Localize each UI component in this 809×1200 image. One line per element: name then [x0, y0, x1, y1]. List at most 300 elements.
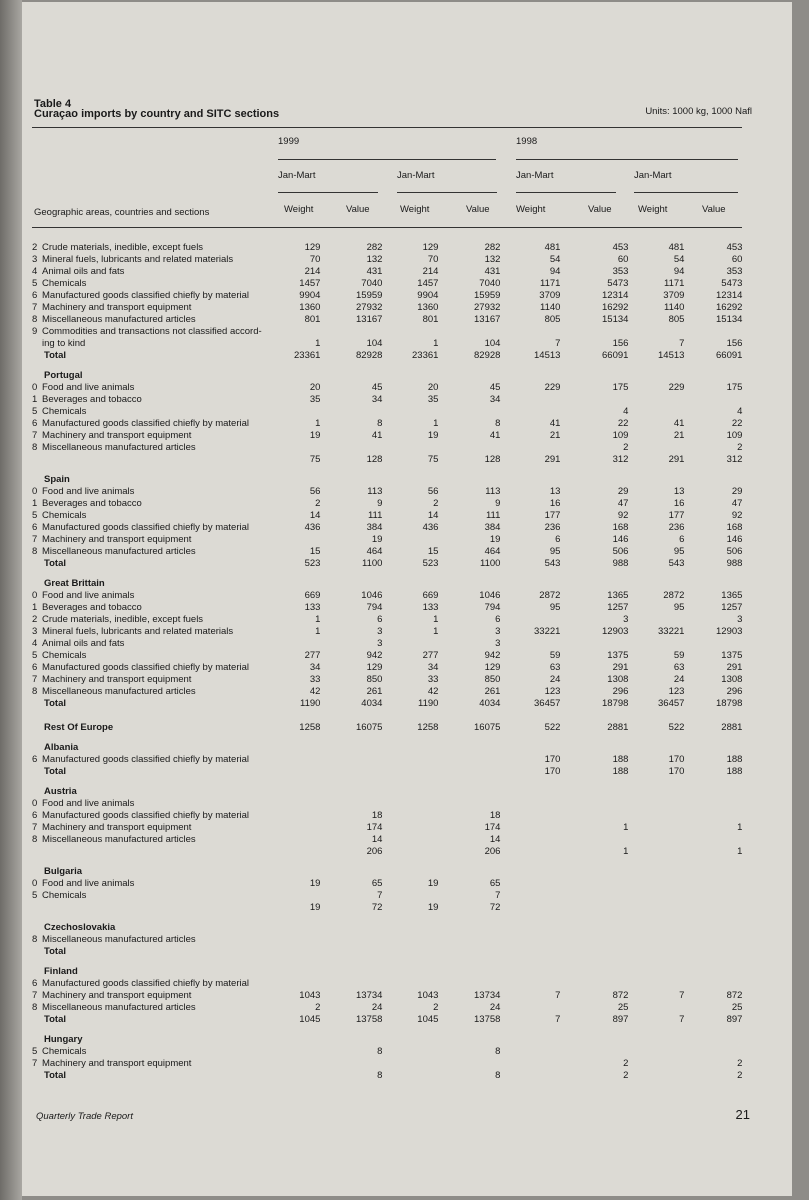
- table-row: [32, 242, 742, 254]
- value-cell: 18798: [602, 698, 629, 709]
- table-row: [32, 266, 742, 278]
- weight-cell: 2: [315, 498, 321, 509]
- weight-cell: [628, 958, 684, 978]
- weight-cell: [628, 1026, 684, 1046]
- row-label-cell: [32, 766, 294, 778]
- weight-cell: 70: [309, 254, 321, 265]
- value-cell: 3: [623, 614, 629, 625]
- weight-cell: [628, 1070, 684, 1082]
- weight-cell: 1: [315, 418, 321, 429]
- table-row: [32, 834, 742, 846]
- value-header-4: Value: [702, 204, 726, 215]
- table-row: [32, 406, 742, 418]
- value-cell: 3: [495, 638, 501, 649]
- value-cell: 1308: [721, 674, 743, 685]
- value-cell: [684, 946, 742, 958]
- row-label-cell: [32, 602, 294, 614]
- value-cell: 794: [366, 602, 383, 613]
- value-cell: 29: [617, 486, 629, 497]
- sitc-code: 0: [32, 798, 38, 809]
- country-heading-row: [32, 362, 742, 382]
- weight-cell: 277: [304, 650, 321, 661]
- weight-cell: 94: [549, 266, 561, 277]
- weight-cell: 70: [427, 254, 439, 265]
- weight-cell: 7: [555, 990, 561, 1001]
- weight-cell: [294, 1058, 320, 1070]
- weight-cell: 291: [668, 454, 685, 465]
- value-cell: 12314: [602, 290, 629, 301]
- section-label: Manufactured goods classified chiefly by material: [42, 978, 249, 989]
- row-label-cell: [32, 958, 294, 978]
- section-label: Miscellaneous manufactured articles: [42, 834, 196, 845]
- row-label-cell: [32, 1026, 294, 1046]
- weight-cell: [628, 570, 684, 590]
- weight-cell: [628, 810, 684, 822]
- value-cell: 168: [726, 522, 743, 533]
- weight-cell: 1190: [417, 698, 439, 709]
- section-label: Miscellaneous manufactured articles: [42, 546, 196, 557]
- value-cell: 104: [484, 338, 501, 349]
- weight-cell: [382, 1058, 438, 1070]
- value-cell: 66091: [716, 350, 743, 361]
- value-cell: 188: [612, 754, 629, 765]
- total-row: [32, 1070, 742, 1082]
- weight-cell: [628, 822, 684, 834]
- value-cell: 25: [731, 1002, 743, 1013]
- value-cell: 5473: [721, 278, 743, 289]
- row-label-cell: [32, 242, 294, 254]
- section-label: Beverages and tobacco: [42, 602, 142, 613]
- sitc-code: 8: [32, 546, 38, 557]
- weight-cell: 95: [673, 546, 685, 557]
- value-cell: 15959: [356, 290, 383, 301]
- geographic-areas-label: Geographic areas, countries and sections: [34, 207, 210, 218]
- value-cell: 4034: [361, 698, 383, 709]
- value-cell: 128: [366, 454, 383, 465]
- value-cell: 6: [495, 614, 501, 625]
- value-cell: 24: [489, 1002, 501, 1013]
- value-cell: 27932: [474, 302, 501, 313]
- value-cell: 1100: [479, 558, 501, 569]
- sitc-code: 0: [32, 590, 38, 601]
- row-label-cell: [32, 626, 294, 638]
- value-cell: 111: [367, 510, 383, 521]
- value-cell: 3: [377, 626, 383, 637]
- weight-cell: [500, 1002, 560, 1014]
- section-label: Food and live animals: [42, 878, 135, 889]
- total-label: [32, 846, 44, 857]
- value-cell: [560, 958, 628, 978]
- weight-cell: [294, 798, 320, 810]
- value-cell: 4: [623, 406, 629, 417]
- table-row: [32, 338, 742, 350]
- section-label: Chemicals: [42, 890, 87, 901]
- row-label-cell: [32, 614, 294, 626]
- weight-cell: [500, 958, 560, 978]
- value-cell: [438, 326, 500, 338]
- value-cell: [684, 638, 742, 650]
- value-cell: 65: [371, 878, 383, 889]
- value-cell: 132: [484, 254, 501, 265]
- weight-cell: [294, 754, 320, 766]
- value-cell: 8: [495, 1070, 501, 1081]
- value-cell: 942: [484, 650, 501, 661]
- country-heading-row: [32, 858, 742, 878]
- weight-cell: [500, 406, 560, 418]
- value-cell: 506: [612, 546, 629, 557]
- region-name: Rest Of Europe: [44, 722, 114, 733]
- weight-cell: [628, 914, 684, 934]
- weight-cell: 14513: [534, 350, 561, 361]
- weight-cell: 36457: [658, 698, 685, 709]
- weight-cell: [294, 638, 320, 650]
- weight-cell: [294, 570, 320, 590]
- value-cell: [320, 798, 382, 810]
- value-cell: 111: [485, 510, 501, 521]
- row-label-cell: [32, 638, 294, 650]
- section-label: Miscellaneous manufactured articles: [42, 686, 196, 697]
- weight-cell: [628, 902, 684, 914]
- table-row: [32, 1046, 742, 1058]
- value-cell: 113: [485, 486, 501, 497]
- sitc-code: 0: [32, 878, 38, 889]
- weight-cell: [294, 890, 320, 902]
- weight-cell: [628, 406, 684, 418]
- value-cell: 384: [366, 522, 383, 533]
- sitc-code: 8: [32, 1002, 38, 1013]
- value-cell: 13734: [474, 990, 501, 1001]
- value-cell: 60: [617, 254, 629, 265]
- total-row: [32, 698, 742, 710]
- year-1998-header: 1998: [516, 136, 538, 147]
- value-cell: [560, 394, 628, 406]
- value-cell: 14: [489, 834, 501, 845]
- weight-cell: 2: [315, 1002, 321, 1013]
- sitc-code: 8: [32, 314, 38, 325]
- weight-cell: 2: [433, 498, 439, 509]
- weight-cell: [382, 846, 438, 858]
- weight-cell: 19: [309, 430, 321, 441]
- value-cell: 24: [371, 1002, 383, 1013]
- weight-cell: [294, 934, 320, 946]
- value-cell: 72: [371, 902, 383, 913]
- country-heading-row: [32, 466, 742, 486]
- weight-cell: [382, 406, 438, 418]
- value-cell: 261: [484, 686, 501, 697]
- row-label-cell: [32, 350, 294, 362]
- value-cell: 65: [489, 878, 501, 889]
- weight-cell: 522: [544, 722, 561, 733]
- weight-cell: 33: [427, 674, 439, 685]
- table-row: [32, 878, 742, 890]
- weight-cell: 7: [679, 338, 685, 349]
- value-cell: 13758: [356, 1014, 383, 1025]
- value-cell: 168: [612, 522, 629, 533]
- value-cell: 109: [726, 430, 743, 441]
- value-cell: [320, 978, 382, 990]
- weight-cell: 129: [422, 242, 439, 253]
- table-row: [32, 510, 742, 522]
- value-cell: 206: [484, 846, 501, 857]
- sitc-code: 6: [32, 662, 38, 673]
- value-cell: 282: [366, 242, 383, 253]
- value-cell: 8: [377, 1070, 383, 1081]
- weight-cell: 522: [668, 722, 685, 733]
- weight-cell: [382, 978, 438, 990]
- sitc-code: 7: [32, 302, 38, 313]
- weight-cell: 1: [433, 338, 439, 349]
- value-cell: 3: [377, 638, 383, 649]
- weight-cell: [628, 734, 684, 754]
- value-cell: 34: [371, 394, 383, 405]
- weight-cell: [500, 326, 560, 338]
- value-cell: [320, 778, 382, 798]
- total-label: Total: [44, 1014, 66, 1025]
- weight-cell: 1360: [299, 302, 321, 313]
- table-row: [32, 430, 742, 442]
- value-cell: [438, 754, 500, 766]
- value-cell: [560, 798, 628, 810]
- weight-cell: [500, 878, 560, 890]
- value-cell: 18: [371, 810, 383, 821]
- weight-cell: 23361: [294, 350, 321, 361]
- value-cell: 22: [617, 418, 629, 429]
- value-cell: 2881: [721, 722, 743, 733]
- table-row: [32, 546, 742, 558]
- value-cell: 1375: [607, 650, 629, 661]
- table-row: [32, 934, 742, 946]
- value-cell: [438, 734, 500, 754]
- value-cell: 988: [612, 558, 629, 569]
- value-cell: 850: [484, 674, 501, 685]
- weight-cell: 59: [673, 650, 685, 661]
- value-cell: [320, 754, 382, 766]
- value-cell: 174: [484, 822, 501, 833]
- value-cell: 27932: [356, 302, 383, 313]
- total-label: Total: [44, 946, 66, 957]
- weight-cell: 13: [549, 486, 561, 497]
- weight-cell: 133: [304, 602, 321, 613]
- table-row: [32, 382, 742, 394]
- weight-cell: [382, 362, 438, 382]
- value-cell: 15959: [474, 290, 501, 301]
- value-cell: 8: [495, 418, 501, 429]
- period-header-1: Jan-Mart: [278, 170, 316, 181]
- weight-cell: 543: [668, 558, 685, 569]
- weight-cell: [382, 822, 438, 834]
- value-cell: 3: [495, 626, 501, 637]
- weight-cell: 1171: [663, 278, 685, 289]
- value-cell: 12314: [716, 290, 743, 301]
- sitc-code: 3: [32, 626, 38, 637]
- weight-cell: 236: [668, 522, 685, 533]
- value-cell: [320, 442, 382, 454]
- sitc-code: 1: [32, 498, 38, 509]
- weight-cell: 1045: [417, 1014, 439, 1025]
- weight-cell: 13: [673, 486, 685, 497]
- weight-cell: 19: [309, 902, 321, 913]
- weight-cell: 481: [544, 242, 561, 253]
- sitc-code: 6: [32, 418, 38, 429]
- total-label: Total: [44, 558, 66, 569]
- weight-cell: [382, 810, 438, 822]
- value-cell: 988: [726, 558, 743, 569]
- value-cell: 1365: [607, 590, 629, 601]
- section-label: Manufactured goods classified chiefly by material: [42, 290, 249, 301]
- value-cell: [438, 1058, 500, 1070]
- weight-cell: 63: [549, 662, 561, 673]
- weight-cell: 1043: [299, 990, 321, 1001]
- country-heading-row: [32, 734, 742, 754]
- weight-cell: [382, 766, 438, 778]
- weight-cell: [628, 978, 684, 990]
- value-cell: 66091: [602, 350, 629, 361]
- weight-cell: [628, 890, 684, 902]
- total-label: Total: [44, 350, 66, 361]
- weight-cell: 94: [673, 266, 685, 277]
- value-cell: 13734: [356, 990, 383, 1001]
- weight-cell: 2872: [663, 590, 685, 601]
- value-cell: [684, 914, 742, 934]
- value-cell: [684, 466, 742, 486]
- weight-cell: 214: [422, 266, 439, 277]
- weight-cell: [500, 902, 560, 914]
- weight-cell: [382, 1026, 438, 1046]
- value-cell: 9: [495, 498, 501, 509]
- weight-cell: 291: [544, 454, 561, 465]
- value-cell: 464: [366, 546, 383, 557]
- weight-cell: [382, 890, 438, 902]
- value-cell: 60: [731, 254, 743, 265]
- value-cell: 13167: [474, 314, 501, 325]
- header-bottom-rule: [32, 227, 742, 228]
- value-cell: 34: [489, 394, 501, 405]
- value-cell: [438, 858, 500, 878]
- country-name: Portugal: [44, 370, 83, 381]
- weight-cell: 805: [544, 314, 561, 325]
- weight-cell: [294, 406, 320, 418]
- sitc-code: 8: [32, 834, 38, 845]
- weight-cell: 19: [427, 878, 439, 889]
- section-label: Machinery and transport equipment: [42, 990, 192, 1001]
- sitc-code: 5: [32, 406, 38, 417]
- table-row: [32, 290, 742, 302]
- value-cell: 29: [731, 486, 743, 497]
- value-cell: 14: [371, 834, 383, 845]
- value-cell: [320, 1026, 382, 1046]
- table-row: [32, 1002, 742, 1014]
- table-row: [32, 522, 742, 534]
- section-label: Miscellaneous manufactured articles: [42, 934, 196, 945]
- table-row: [32, 822, 742, 834]
- table-row: [32, 890, 742, 902]
- weight-cell: 1: [433, 626, 439, 637]
- weight-cell: [382, 754, 438, 766]
- value-cell: 13758: [474, 1014, 501, 1025]
- weight-cell: 1140: [663, 302, 685, 313]
- country-name: Finland: [44, 966, 78, 977]
- value-cell: 897: [612, 1014, 629, 1025]
- table-row: [32, 326, 742, 338]
- value-cell: 15134: [602, 314, 629, 325]
- section-label: Machinery and transport equipment: [42, 822, 192, 833]
- value-cell: [560, 466, 628, 486]
- weight-cell: 1258: [299, 722, 321, 733]
- weight-cell: [500, 846, 560, 858]
- weight-cell: [500, 934, 560, 946]
- row-label-cell: [32, 454, 294, 466]
- value-cell: [684, 810, 742, 822]
- weight-cell: 15: [309, 546, 321, 557]
- section-label: Chemicals: [42, 510, 87, 521]
- total-label: Total: [44, 766, 66, 777]
- weight-cell: 20: [309, 382, 321, 393]
- table-row: [32, 278, 742, 290]
- value-cell: 2881: [607, 722, 629, 733]
- row-label-cell: [32, 722, 294, 734]
- value-cell: 1: [737, 846, 743, 857]
- value-cell: 2: [623, 1058, 629, 1069]
- weight-cell: [628, 362, 684, 382]
- value-cell: 16292: [716, 302, 743, 313]
- table-row: [32, 978, 742, 990]
- section-label: Machinery and transport equipment: [42, 430, 192, 441]
- weight-cell: 59: [549, 650, 561, 661]
- value-cell: 16075: [356, 722, 383, 733]
- weight-cell: 1043: [417, 990, 439, 1001]
- weight-cell: 33221: [534, 626, 561, 637]
- weight-cell: 75: [427, 454, 439, 465]
- sitc-code: 0: [32, 382, 38, 393]
- weight-cell: [294, 734, 320, 754]
- sitc-code: 6: [32, 754, 38, 765]
- value-cell: 47: [617, 498, 629, 509]
- weight-cell: 123: [668, 686, 685, 697]
- weight-cell: 42: [309, 686, 321, 697]
- value-cell: [560, 1026, 628, 1046]
- weight-cell: 1: [315, 626, 321, 637]
- period-header-3: Jan-Mart: [516, 170, 554, 181]
- country-heading-row: [32, 778, 742, 798]
- weight-cell: [294, 1070, 320, 1082]
- section-label: Miscellaneous manufactured articles: [42, 442, 196, 453]
- table-row: [32, 302, 742, 314]
- value-header-3: Value: [588, 204, 612, 215]
- weight-cell: [294, 822, 320, 834]
- weight-cell: [500, 798, 560, 810]
- weight-cell: 236: [544, 522, 561, 533]
- weight-cell: 2: [433, 1002, 439, 1013]
- row-label-cell: [32, 534, 294, 546]
- row-label-cell: [32, 302, 294, 314]
- sitc-code: 7: [32, 990, 38, 1001]
- value-cell: [684, 362, 742, 382]
- weight-cell: [382, 1070, 438, 1082]
- country-heading-row: [32, 914, 742, 934]
- year-1999-rule: [278, 159, 496, 160]
- weight-cell: [294, 326, 320, 338]
- value-cell: [438, 442, 500, 454]
- sitc-code: 5: [32, 1046, 38, 1057]
- value-cell: [560, 858, 628, 878]
- row-label-cell: [32, 846, 294, 858]
- value-cell: 291: [726, 662, 743, 673]
- value-cell: 19: [371, 534, 383, 545]
- section-label: Machinery and transport equipment: [42, 302, 192, 313]
- value-cell: [560, 934, 628, 946]
- weight-cell: [382, 778, 438, 798]
- sitc-code: 7: [32, 822, 38, 833]
